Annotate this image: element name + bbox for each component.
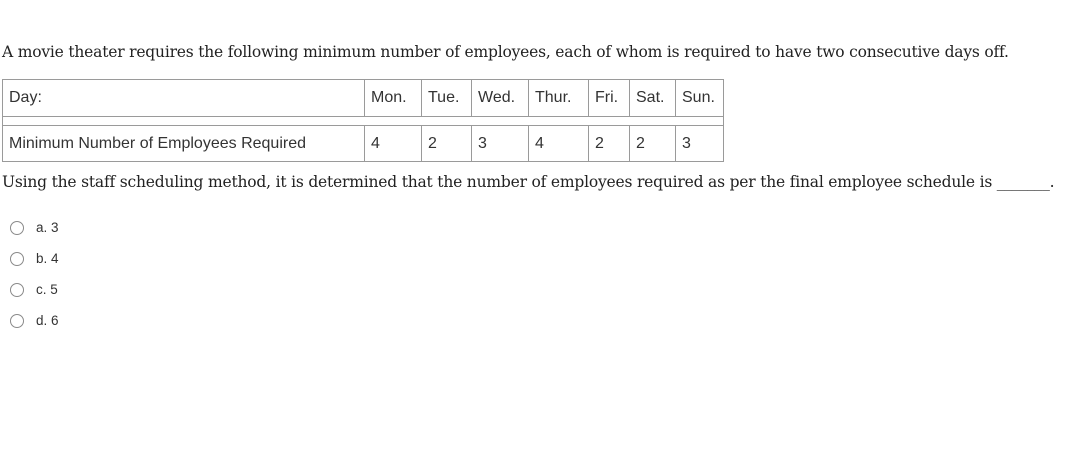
header-mon: Mon. (365, 80, 422, 117)
question-intro: A movie theater requires the following minimum number of employees, each of whom is required to have two consecutive days off. (2, 43, 1009, 61)
table-data-row (3, 126, 723, 161)
cell-sun: 3 (682, 134, 691, 152)
answer-options (10, 212, 59, 336)
radio-button-icon[interactable] (10, 252, 24, 266)
table-spacer-row (3, 117, 723, 126)
question-stem: Using the staff scheduling method, it is determined that the number of employees required as per the final employee schedule is _______. (2, 173, 1055, 191)
cell-mon: 4 (365, 126, 422, 161)
cell-fri: 2 (589, 126, 630, 161)
radio-button-icon[interactable] (10, 314, 24, 328)
header-sat: Sat. (630, 80, 676, 117)
cell-sat: 2 (630, 126, 676, 161)
option-c[interactable] (10, 274, 59, 305)
employee-requirements-table (2, 79, 724, 162)
header-sun: Sun. (676, 80, 723, 117)
cell-thur: 4 (529, 126, 589, 161)
radio-button-icon[interactable] (10, 221, 24, 235)
header-tue: Tue. (422, 80, 472, 117)
option-label: d. 6 (36, 313, 59, 328)
header-wed: Wed. (472, 80, 529, 117)
cell-wed: 3 (472, 126, 529, 161)
option-d[interactable] (10, 305, 59, 336)
header-fri: Fri. (589, 80, 630, 117)
table-header-row (3, 80, 723, 117)
option-a[interactable] (10, 212, 59, 243)
option-label: b. 4 (36, 251, 59, 266)
header-thur: Thur. (529, 80, 589, 117)
row-label: Minimum Number of Employees Required (3, 126, 365, 161)
header-day-label: Day: (3, 80, 365, 117)
cell-tue: 2 (422, 126, 472, 161)
option-label: a. 3 (36, 220, 59, 235)
option-label: c. 5 (36, 282, 58, 297)
option-b[interactable] (10, 243, 59, 274)
radio-button-icon[interactable] (10, 283, 24, 297)
